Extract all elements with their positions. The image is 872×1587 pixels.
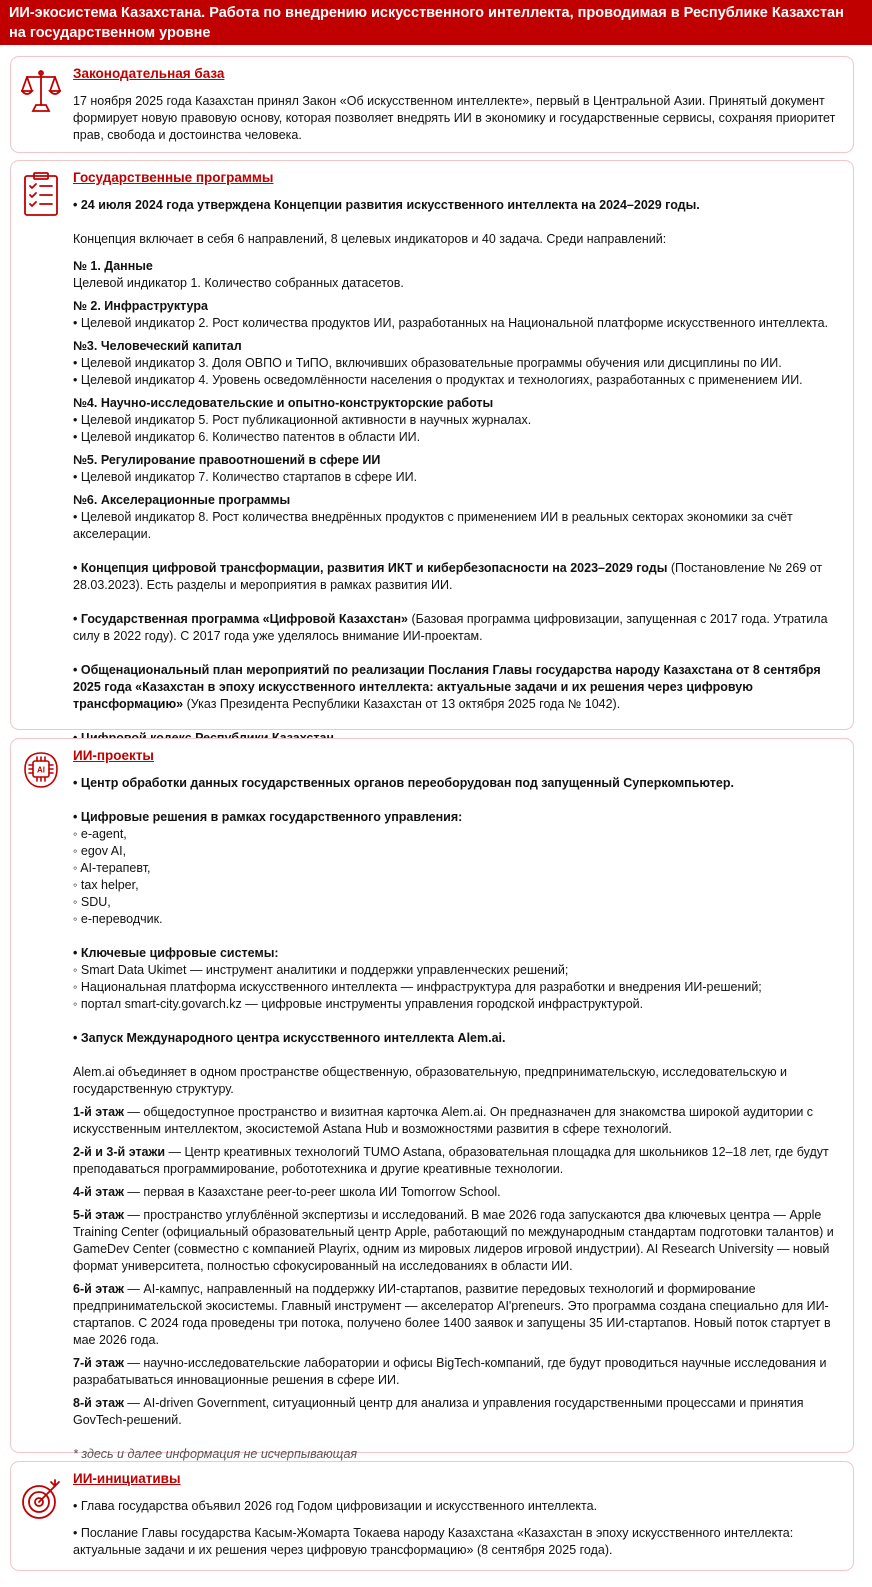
projects-section [10, 738, 854, 1461]
programs-section [10, 160, 854, 730]
direction-item: • Целевой индикатор 8. Рост количества внедрённых продуктов с применением ИИ в реальных секторах экономики за счёт акселерации. [73, 510, 793, 541]
direction-title: № 1. Данные [73, 259, 153, 273]
legal-title: Законодательная база [73, 66, 225, 81]
list-item: ◦ egov AI, [73, 844, 127, 858]
direction-item: • Целевой индикатор 2. Рост количества продуктов ИИ, разработанных на Национальной платформе искусственного интеллекта. [73, 316, 829, 330]
concept-intro: Концепция включает в себя 6 направлений, 8 целевых индикаторов и 40 задача. Среди направлений: [73, 232, 667, 246]
floor-item: 5-й этаж — пространство углублённой экспертизы и исследований. В мае 2026 года запускаются два ключевых центра — Apple Training Center (официальный образовательный центр Apple, работающий по международным стандартам подготовки талантов) и GameDev Center (совместно с компанией Playrix, одним из мировых лидеров игровой индустрии). AI Research University — новый формат университета, полностью сфокусированный на исследованиях в области ИИ. [73, 1208, 834, 1273]
projects-title: ИИ-проекты [73, 748, 154, 763]
digital-concept: • Концепция цифровой трансформации, развития ИКТ и кибербезопасности на 2023–2029 годы (Постановление № 269 от 28.03.2023). Есть разделы и мероприятия в рамках развития ИИ. [73, 561, 823, 592]
direction-item: • Целевой индикатор 6. Количество патентов в области ИИ. [73, 430, 421, 444]
systems-title: • Ключевые цифровые системы: [73, 946, 279, 960]
alem-title: • Запуск Международного центра искусственного интеллекта Alem.ai. [73, 1031, 506, 1045]
floor-item: 2-й и 3-й этажи — Центр креативных технологий TUMO Astana, образовательная площадка для школьников 12–18 лет, где будут преподаваться программирование, робототехника и другие креативные технологии. [73, 1145, 829, 1176]
target-icon [21, 1476, 61, 1522]
direction-item: • Целевой индикатор 5. Рост публикационной активности в научных журналах. [73, 413, 532, 427]
direction-item: Целевой индикатор 1. Количество собранных датасетов. [73, 276, 404, 290]
concept-title: • 24 июля 2024 года утверждена Концепции развития искусственного интеллекта на 2024–2029 годы. [73, 198, 700, 212]
direction-title: № 2. Инфраструктура [73, 299, 208, 313]
list-item: ◦ е-переводчик. [73, 912, 163, 926]
floor-item: 4-й этаж — первая в Казахстане peer-to-peer школа ИИ Tomorrow School. [73, 1185, 501, 1199]
direction-item: • Целевой индикатор 7. Количество стартапов в сфере ИИ. [73, 470, 418, 484]
initiatives-title: ИИ-инициативы [73, 1471, 181, 1486]
solutions-title: • Цифровые решения в рамках государственного управления: [73, 810, 463, 824]
ai-chip-icon [21, 749, 61, 795]
direction-title: №3. Человеческий капитал [73, 339, 242, 353]
page-title: ИИ-экосистема Казахстана. Работа по внедрению искусственного интеллекта, проводимая в Республике Казахстан на государственном уровне [9, 5, 844, 41]
page-header [0, 0, 872, 45]
digital-kazakhstan: • Государственная программа «Цифровой Казахстан» (Базовая программа цифровизации, запущенная с 2017 года. Утратила силу в 2022 году). С 2017 года уже уделялось внимание ИИ-проектам. [73, 612, 828, 643]
footnote: * здесь и далее информация не исчерпывающая [73, 1447, 358, 1461]
direction-item: • Целевой индикатор 3. Доля ОВПО и ТиПО, включивших образовательные программы обучения или дисциплины по ИИ. [73, 356, 782, 370]
floor-item: 7-й этаж — научно-исследовательские лаборатории и офисы BigTech-компаний, где будут проводиться научные исследования и разрабатываться инновационные решения в сфере ИИ. [73, 1356, 827, 1387]
direction-item: • Целевой индикатор 4. Уровень осведомлённости населения о продуктах и технологиях, разработанных с применением ИИ. [73, 373, 803, 387]
list-item: ◦ Национальная платформа искусственного интеллекта — инфраструктура для разработки и внедрения ИИ-решений; [73, 980, 762, 994]
national-plan: • Общенациональный план мероприятий по реализации Послания Главы государства народу Казахстана от 8 сентября 2025 года «Казахстан в эпоху искусственного интеллекта: актуальные задачи и их решения через цифровую трансформацию» (Указ Президента Республики Казахстан от 13 октября 2025 года № 1042). [73, 663, 821, 711]
direction-title: №6. Акселерационные программы [73, 493, 291, 507]
list-item: ◦ tax helper, [73, 878, 139, 892]
initiatives-section [10, 1461, 854, 1571]
checklist-icon [21, 171, 61, 217]
list-item: • Послание Главы государства Касым-Жомарта Токаева народу Казахстана «Казахстан в эпоху искусственного интеллекта: актуальные задачи и их решения через цифровую трансформацию» (8 сентября 2025 года). [73, 1526, 794, 1557]
scales-icon [21, 67, 61, 113]
list-item: • Глава государства объявил 2026 год Годом цифровизации и искусственного интеллекта. [73, 1499, 598, 1513]
alem-intro: Alem.ai объединяет в одном пространстве общественную, образовательную, предпринимательскую, исследовательскую и государственную структуру. [73, 1065, 788, 1096]
programs-title: Государственные программы [73, 170, 274, 185]
direction-title: №4. Научно-исследовательские и опытно-конструкторские работы [73, 396, 494, 410]
floor-item: 6-й этаж — AI-кампус, направленный на поддержку ИИ-стартапов, развитие передовых технологий и формирование предпринимательской экосистемы. Главный инструмент — акселератор AI'preneurs. Это программа создана специально для ИИ-стартапов. С 2024 года проведены три потока, получено более 1400 заявок и запущены 35 ИИ-стартапов. Новый поток стартует в мае 2026 года. [73, 1282, 831, 1347]
list-item: ◦ портал smart-city.govarch.kz — цифровые инструменты управления городской инфраструктурой. [73, 997, 644, 1011]
list-item: ◦ Smart Data Ukimet — инструмент аналитики и поддержки управленческих решений; [73, 963, 569, 977]
legal-section [10, 56, 854, 153]
direction-title: №5. Регулирование правоотношений в сфере ИИ [73, 453, 381, 467]
svg-text:AI: AI [37, 765, 45, 775]
list-item: ◦ e-agent, [73, 827, 127, 841]
list-item: ◦ AI-терапевт, [73, 861, 151, 875]
list-item: ◦ SDU, [73, 895, 111, 909]
floor-item: 8-й этаж — AI-driven Government, ситуационный центр для анализа и управления государственными процессами и принятия GovTech-решений. [73, 1396, 804, 1427]
supercomputer-text: • Центр обработки данных государственных органов переоборудован под запущенный Суперкомпьютер. [73, 776, 734, 790]
floor-item: 1-й этаж — общедоступное пространство и визитная карточка Alem.ai. Он предназначен для знакомства широкой аудитории с искусственным интеллектом, экосистемой Astana Hub и возможностями развития в сфере технологий. [73, 1105, 814, 1136]
legal-text: 17 ноября 2025 года Казахстан принял Закон «Об искусственном интеллекте», первый в Центральной Азии. Принятый документ формирует новую правовую основу, которая позволяет внедрять ИИ в экономику и государственные сервисы, сохраняя приоритет прав, свобода и достоинства человека. [73, 94, 836, 142]
